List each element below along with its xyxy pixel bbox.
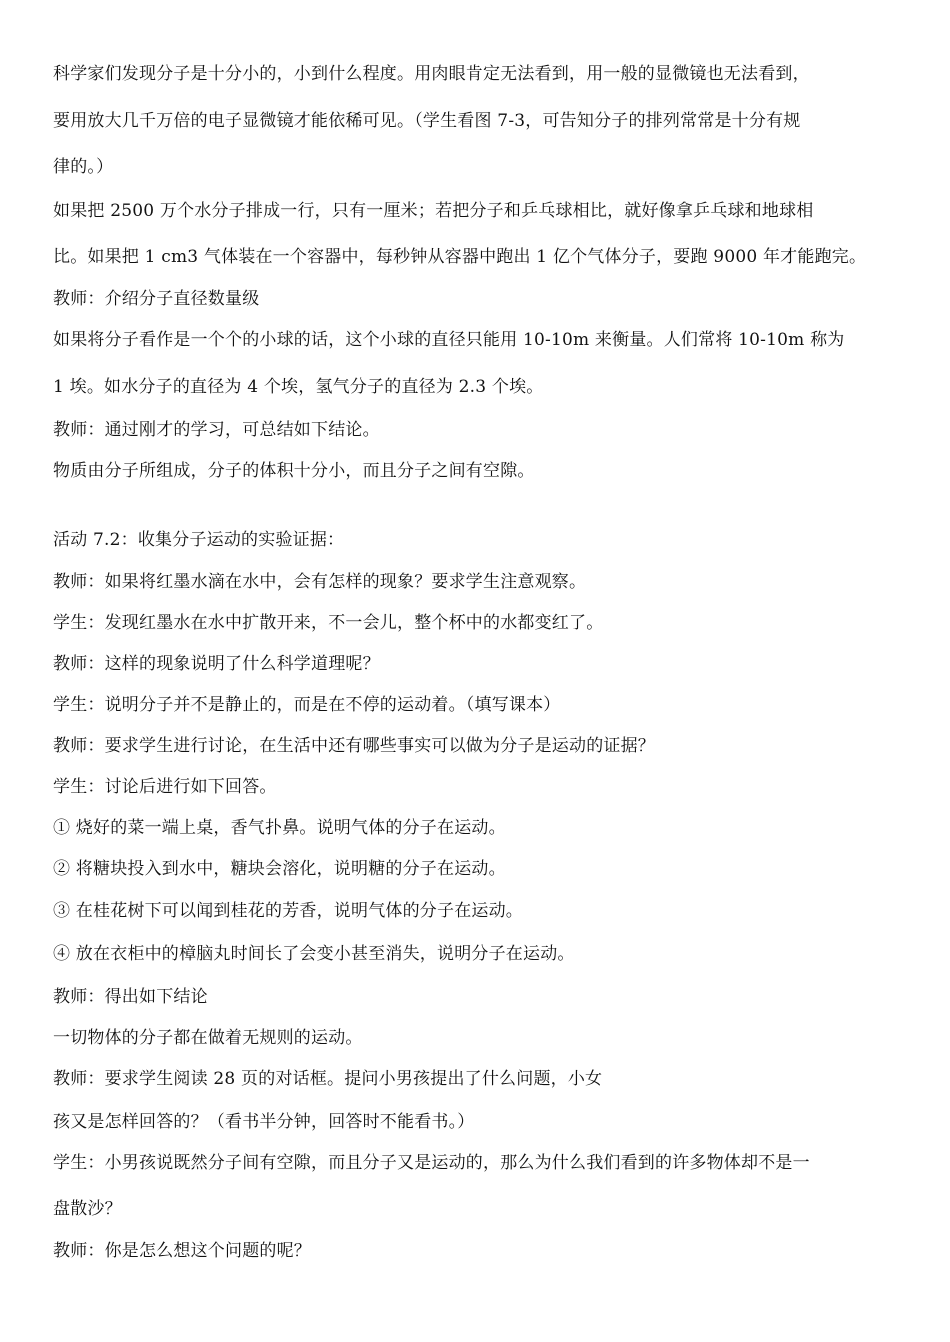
text-line: 学生：发现红墨水在水中扩散开来，不一会儿，整个杯中的水都变红了。	[53, 613, 604, 633]
text-line: 科学家们发现分子是十分小的，小到什么程度。用肉眼肯定无法看到，用一般的显微镜也无法看到，	[53, 64, 810, 84]
list-item: ① 烧好的菜一端上桌，香气扑鼻。说明气体的分子在运动。	[53, 818, 506, 838]
text-line: 如果把 2500 万个水分子排成一行，只有一厘米；若把分子和乒乓球相比，就好像拿乒乓球和地球相	[53, 201, 814, 221]
text-line: 物质由分子所组成，分子的体积十分小，而且分子之间有空隙。	[53, 461, 535, 481]
text-line: 要用放大几千万倍的电子显微镜才能依稀可见。（学生看图 7-3，可告知分子的排列常常是十分有规	[53, 111, 801, 131]
text-line: 律的。）	[53, 157, 114, 177]
section-heading: 活动 7.2：收集分子运动的实验证据：	[53, 530, 345, 550]
list-item: ③ 在桂花树下可以闻到桂花的芳香，说明气体的分子在运动。	[53, 901, 524, 921]
text-line: 教师：通过刚才的学习，可总结如下结论。	[53, 420, 380, 440]
text-line: 教师：要求学生进行讨论，在生活中还有哪些事实可以做为分子是运动的证据？	[53, 736, 655, 756]
text-line: 学生：说明分子并不是静止的，而是在不停的运动着。（填写课本）	[53, 695, 561, 715]
text-line: 1 埃。如水分子的直径为 4 个埃，氢气分子的直径为 2.3 个埃。	[53, 377, 544, 397]
text-line: 教师：这样的现象说明了什么科学道理呢？	[53, 654, 380, 674]
text-line: 孩又是怎样回答的？（看书半分钟，回答时不能看书。）	[53, 1112, 475, 1132]
text-line: 学生：小男孩说既然分子间有空隙，而且分子又是运动的，那么为什么我们看到的许多物体却不是一	[53, 1153, 810, 1173]
list-item: ② 将糖块投入到水中，糖块会溶化，说明糖的分子在运动。	[53, 859, 506, 879]
text-line: 教师：要求学生阅读 28 页的对话框。提问小男孩提出了什么问题，小女	[53, 1069, 603, 1089]
text-line: 教师：你是怎么想这个问题的呢？	[53, 1241, 311, 1261]
text-line: 教师：介绍分子直径数量级	[53, 289, 260, 309]
list-item: ④ 放在衣柜中的樟脑丸时间长了会变小甚至消失，说明分子在运动。	[53, 944, 575, 964]
text-line: 一切物体的分子都在做着无规则的运动。	[53, 1028, 363, 1048]
text-line: 比。如果把 1 cm3 气体装在一个容器中，每秒钟从容器中跑出 1 亿个气体分子，要跑 9000 年才能跑完。	[53, 247, 867, 267]
text-line: 教师：如果将红墨水滴在水中，会有怎样的现象？要求学生注意观察。	[53, 572, 587, 592]
text-line: 盘散沙？	[53, 1199, 122, 1219]
text-line: 学生：讨论后进行如下回答。	[53, 777, 277, 797]
text-line: 如果将分子看作是一个个的小球的话，这个小球的直径只能用 10-10m 来衡量。人们常将 10-10m 称为	[53, 330, 845, 350]
text-line: 教师：得出如下结论	[53, 987, 208, 1007]
